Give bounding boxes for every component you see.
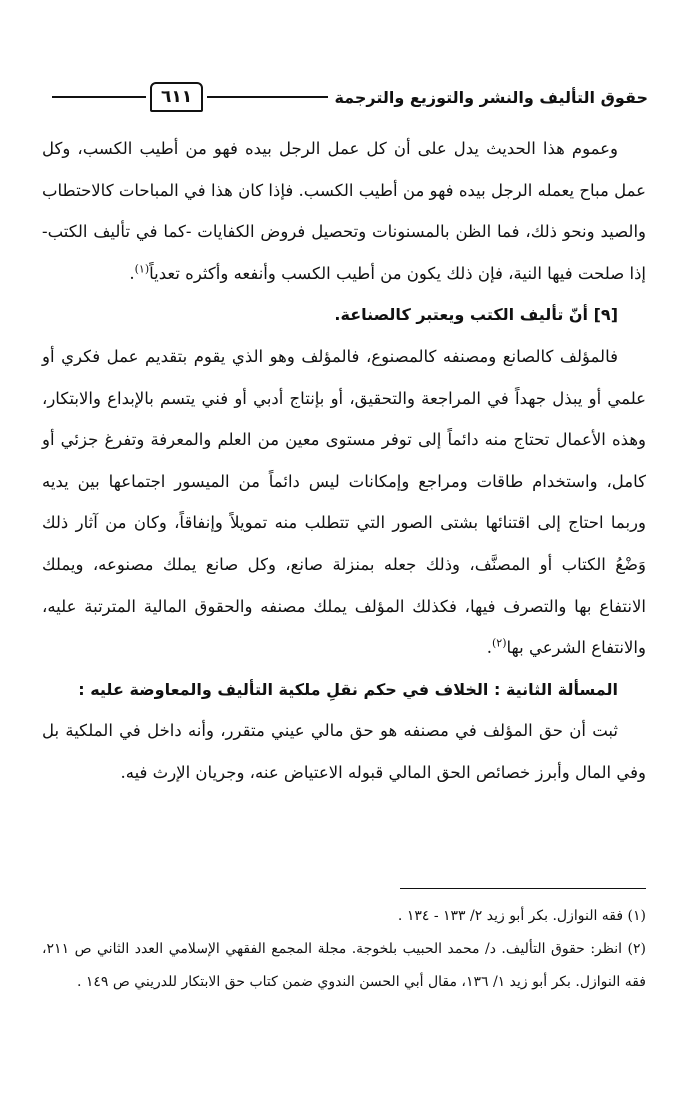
paragraph-text: فالمؤلف كالصانع ومصنفه كالمصنوع، فالمؤلف وهو الذي يقوم بتقديم عمل فكري أو علمي أو يبذل جهداً في المراجعة والتحقيق، أو بإنتاج أدبي أو فني يتسم بالإبداع والابتكار، وهذه الأعمال تحتاج منه دائماً إلى توفر مستوى معين من العلم والمعرفة وتفرغ جزئي أو كامل، واستخدام طاقات ومراجع وإمكانات ليس دائماً من الميسور اجتماعها بين يديه وربما احتاج إلى اقتنائها بشتى الصور التي تتطلب منه تمويلاً وإنفاقاً، وكان من آثار ذلك وَضْعُ الكتاب أو المصنَّف، وذلك جعله بمنزلة صانع، وكل صانع يملك مصنوعه، ويملك الانتفاع بها والتصرف فيها، فكذلك المؤلف يملك مصنفه والحقوق المالية المترتبة عليه، والانتفاع الشرعي بها <box>42 346 646 658</box>
footnote-ref: (١) <box>134 262 150 276</box>
paragraph-end: . <box>486 638 492 658</box>
paragraph-end: . <box>129 263 135 283</box>
footnote-1: (١) فقه النوازل. بكر أبو زيد ٢/ ١٣٣ - ١٣٤ . <box>397 908 646 924</box>
footnotes <box>42 900 646 999</box>
footnote-separator <box>400 888 646 889</box>
running-title: حقوق التأليف والنشر والتوزيع والترجمة <box>334 87 648 107</box>
page-number: ٦١١ <box>150 82 203 112</box>
paragraph: ثبت أن حق المؤلف في مصنفه هو حق مالي عيني متقرر، وأنه داخل في الملكية بل وفي المال وأبرز خصائص الحق المالي قبوله الاعتياض عنه، وجريان الإرث فيه. <box>42 721 646 782</box>
paragraph-text: وعموم هذا الحديث يدل على أن كل عمل الرجل بيده فهو من أطيب الكسب، وكل عمل مباح يعمله الرجل بيده فهو من أطيب الكسب. فإذا كان هذا في المباحات كالاحتطاب والصيد ونحو ذلك، فما الظن بالمسنونات وتحصيل فروض الكفايات -كما في تأليف الكتب- إذا صلحت فيها النية، فإن ذلك يكون من أطيب الكسب وأنفعه وأكثره تعدياً <box>42 139 646 283</box>
header-rule <box>207 96 328 98</box>
paragraph <box>42 128 646 294</box>
footnote-ref: (٢) <box>491 636 507 650</box>
footnote-2: (٢) انظر: حقوق التأليف. د/ محمد الحبيب بلخوجة. مجلة المجمع الفقهي الإسلامي العدد الثاني ص ٢١١، فقه النوازل. بكر أبو زيد ١/ ١٣٦، مقال أبي الحسن الندوي ضمن كتاب حق الابتكار للدريني ص ١٤٩ . <box>42 941 646 990</box>
header-rule-short <box>52 96 146 98</box>
paragraph <box>42 336 646 669</box>
main-text <box>42 128 646 794</box>
issue-heading: المسألة الثانية : الخلاف في حكم نقلِ ملكية التأليف والمعاوضة عليه : <box>78 679 618 699</box>
section-heading: [٩] أنّ تأليف الكتب ويعتبر كالصناعة. <box>334 305 618 325</box>
page-header <box>52 78 648 116</box>
